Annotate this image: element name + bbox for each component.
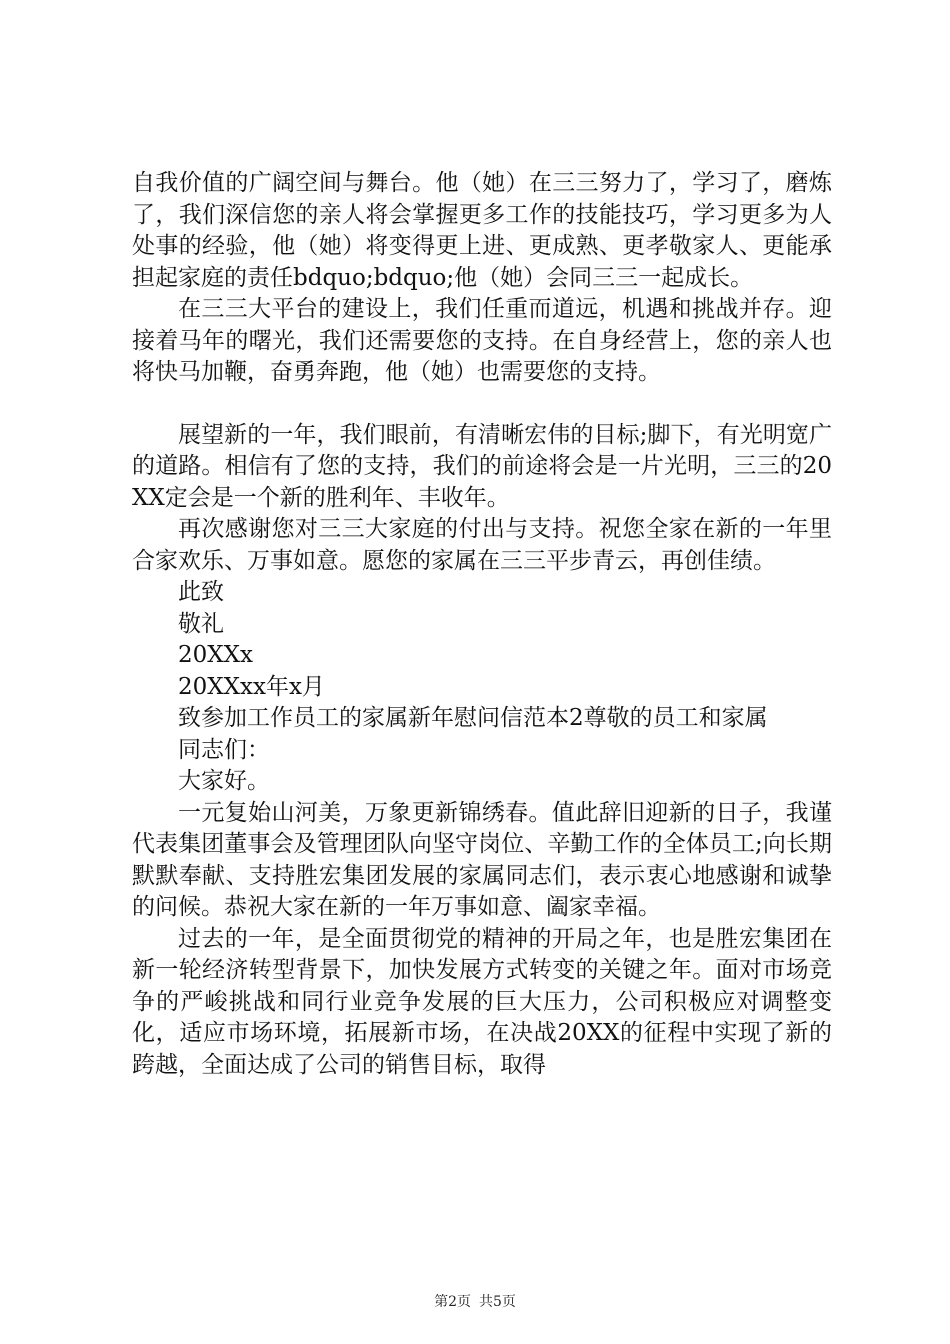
paragraph-past-year: 过去的一年，是全面贯彻党的精神的开局之年，也是胜宏集团在新一轮经济转型背景下，加快发展方式转变的关键之年。面对市场竞争的严峻挑战和同行业竞争发展的巨大压力，公司积极应对调整变化，适应市场环境，拓展新市场，在决战20XX的征程中实现了新的跨越，全面达成了公司的销售目标，取得 (132, 925, 832, 1078)
signature-line: 20XXx (178, 642, 253, 668)
paragraph-continuation: 自我价值的广阔空间与舞台。他（她）在三三努力了，学习了，磨炼了，我们深信您的亲人将会掌握更多工作的技能技巧，学习更多为人处事的经验，他（她）将变得更上进、更成熟、更孝敬家人、更能承担起家庭的责任bdquo;bdquo;他（她）会同三三一起成长。 (132, 170, 832, 291)
closing-regards: 敬礼 (178, 610, 224, 637)
section-heading: 致参加工作员工的家属新年慰问信范本2尊敬的员工和家属 (178, 705, 768, 731)
page-footer (0, 1291, 950, 1311)
greeting-everyone: 大家好。 (178, 768, 270, 794)
paragraph-new-year: 一元复始山河美，万象更新锦绣春。值此辞旧迎新的日子，我谨代表集团董事会及管理团队向坚守岗位、辛勤工作的全体员工;向长期默默奉献、支持胜宏集团发展的家属同志们，表示衷心地感谢和诚挚的问候。恭祝大家在新的一年万事如意、阖家幸福。 (132, 799, 832, 920)
paragraph-platform: 在三三大平台的建设上，我们任重而道远，机遇和挑战并存。迎接着马年的曙光，我们还需要您的支持。在自身经营上，您的亲人也将快马加鞭，奋勇奔跑，他（她）也需要您的支持。 (132, 296, 832, 385)
date-line: 20XXxx年x月 (178, 673, 325, 700)
page-total: 共5页 (479, 1294, 516, 1310)
page-number: 第2页 (434, 1294, 471, 1310)
paragraph-outlook: 展望新的一年，我们眼前，有清晰宏伟的目标;脚下，有光明宽广的道路。相信有了您的支持，我们的前途将会是一片光明，三三的20XX定会是一个新的胜利年、丰收年。 (132, 421, 832, 511)
paragraph-thanks: 再次感谢您对三三大家庭的付出与支持。祝您全家在新的一年里合家欢乐、万事如意。愿您的家属在三三平步青云，再创佳绩。 (132, 516, 832, 574)
closing-salutation: 此致 (178, 579, 224, 605)
greeting-comrades: 同志们： (178, 736, 270, 763)
document-body (132, 168, 832, 1081)
